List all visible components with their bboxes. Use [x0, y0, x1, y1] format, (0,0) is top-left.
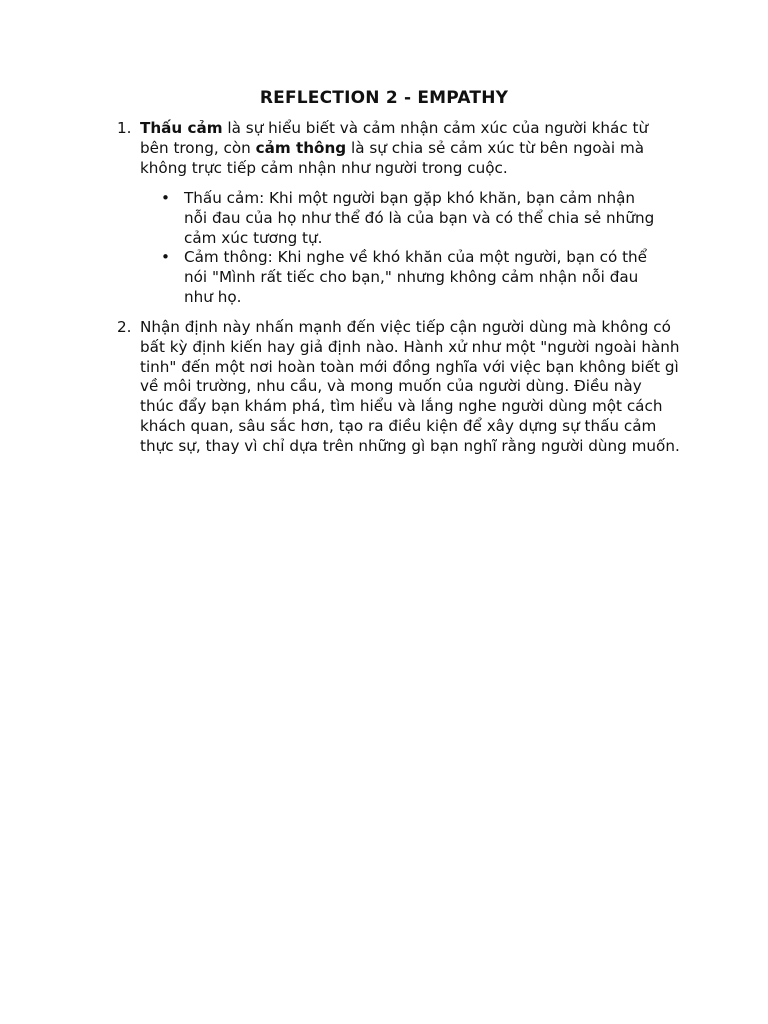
term-sympathy: cảm thông: [255, 138, 347, 157]
list-item-body: [140, 318, 680, 457]
list-item-number: 1.: [117, 119, 132, 137]
list-item-number: 2.: [117, 318, 132, 336]
page-title: REFLECTION 2 - EMPATHY: [259, 88, 509, 108]
bullet-dot: •: [161, 189, 170, 207]
bullet-item-empathy: [161, 189, 659, 248]
example-bullet-list: [161, 189, 659, 308]
explanation-paragraph: Nhận định này nhấn mạnh đến việc tiếp cận người dùng mà không có bất kỳ định kiến hay giả định nào. Hành xử như một "người ngoài hành tinh" đến một nơi hoàn toàn mới đồng nghĩa với việc bạn không biết gì về môi trường, nhu cầu, và mong muốn của người dùng. Điều này thúc đẩy bạn khám phá, tìm hiểu và lắng nghe người dùng một cách khách quan, sâu sắc hơn, tạo ra điều kiện để xây dựng sự thấu cảm thực sự, thay vì chỉ dựa trên những gì bạn nghĩ rằng người dùng muốn.: [140, 318, 680, 455]
definition-paragraph: [140, 119, 680, 178]
bullet-text: Cảm thông: Khi nghe về khó khăn của một người, bạn có thể nói "Mình rất tiếc cho bạn," nhưng không cảm nhận nỗi đau như họ.: [184, 248, 648, 306]
definition-text: là sự hiểu biết và cảm nhận cảm xúc của người khác từ bên trong, còn: [140, 119, 649, 157]
list-item-body: [140, 119, 680, 178]
definition-text: là sự chia sẻ cảm xúc từ bên ngoài mà không trực tiếp cảm nhận như người trong cuộc.: [140, 138, 645, 177]
bullet-dot: •: [161, 248, 170, 267]
bullet-text: Thấu cảm: Khi một người bạn gặp khó khăn, bạn cảm nhận nỗi đau của họ như thể đó là của bạn và có thể chia sẻ những cảm xúc tương tự.: [184, 189, 655, 247]
term-empathy: Thấu cảm: [140, 119, 223, 137]
bullet-item-sympathy: [161, 248, 659, 307]
